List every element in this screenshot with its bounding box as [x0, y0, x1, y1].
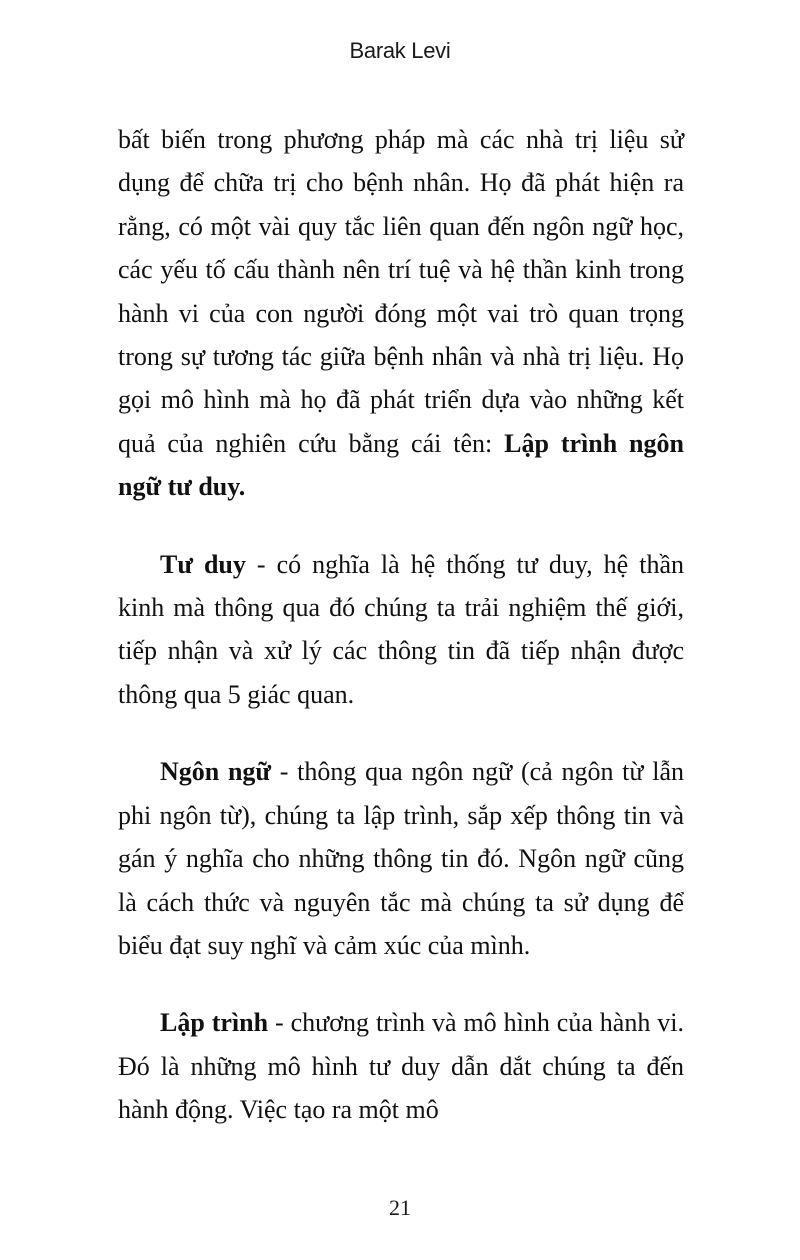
paragraph-tu-duy	[118, 543, 684, 717]
paragraph-continuation	[118, 118, 684, 509]
paragraph-text: bất biến trong phương pháp mà các nhà trị liệu sử dụng để chữa trị cho bệnh nhân. Họ đã phát hiện ra rằng, có một vài quy tắc liên quan đến ngôn ngữ học, các yếu tố cấu thành nên trí tuệ và hệ thần kinh trong hành vi của con người đóng một vai trò quan trọng trong sự tương tác giữa bệnh nhân và nhà trị liệu. Họ gọi mô hình mà họ đã phát triển dựa vào những kết quả của nghiên cứu bằng cái tên:	[118, 125, 684, 458]
paragraph-text: - thông qua ngôn ngữ (cả ngôn từ lẫn phi ngôn từ), chúng ta lập trình, sắp xếp thông tin và gán ý nghĩa cho những thông tin đó. Ngôn ngữ cũng là cách thức và nguyên tắc mà chúng ta sử dụng để biểu đạt suy nghĩ và cảm xúc của mình.	[118, 757, 684, 960]
page-body	[118, 118, 684, 1132]
page-number: 21	[389, 1195, 411, 1220]
term-tu-duy: Tư duy	[160, 549, 246, 579]
term-title-bold: Lập trình ngôn ngữ tư duy.	[118, 428, 684, 502]
paragraph-lap-trinh	[118, 1001, 684, 1131]
paragraph-text: - chương trình và mô hình của hành vi. Đó là những mô hình tư duy dẫn dắt chúng ta đến hành động. Việc tạo ra một mô	[118, 1008, 684, 1125]
paragraph-text: - có nghĩa là hệ thống tư duy, hệ thần kinh mà thông qua đó chúng ta trải nghiệm thế giới, tiếp nhận và xử lý các thông tin đã tiếp nhận được thông qua 5 giác quan.	[118, 549, 684, 709]
term-lap-trinh: Lập trình	[160, 1008, 269, 1038]
running-header-author: Barak Levi	[349, 38, 451, 63]
term-ngon-ngu: Ngôn ngữ	[160, 757, 272, 787]
paragraph-ngon-ngu	[118, 750, 684, 967]
